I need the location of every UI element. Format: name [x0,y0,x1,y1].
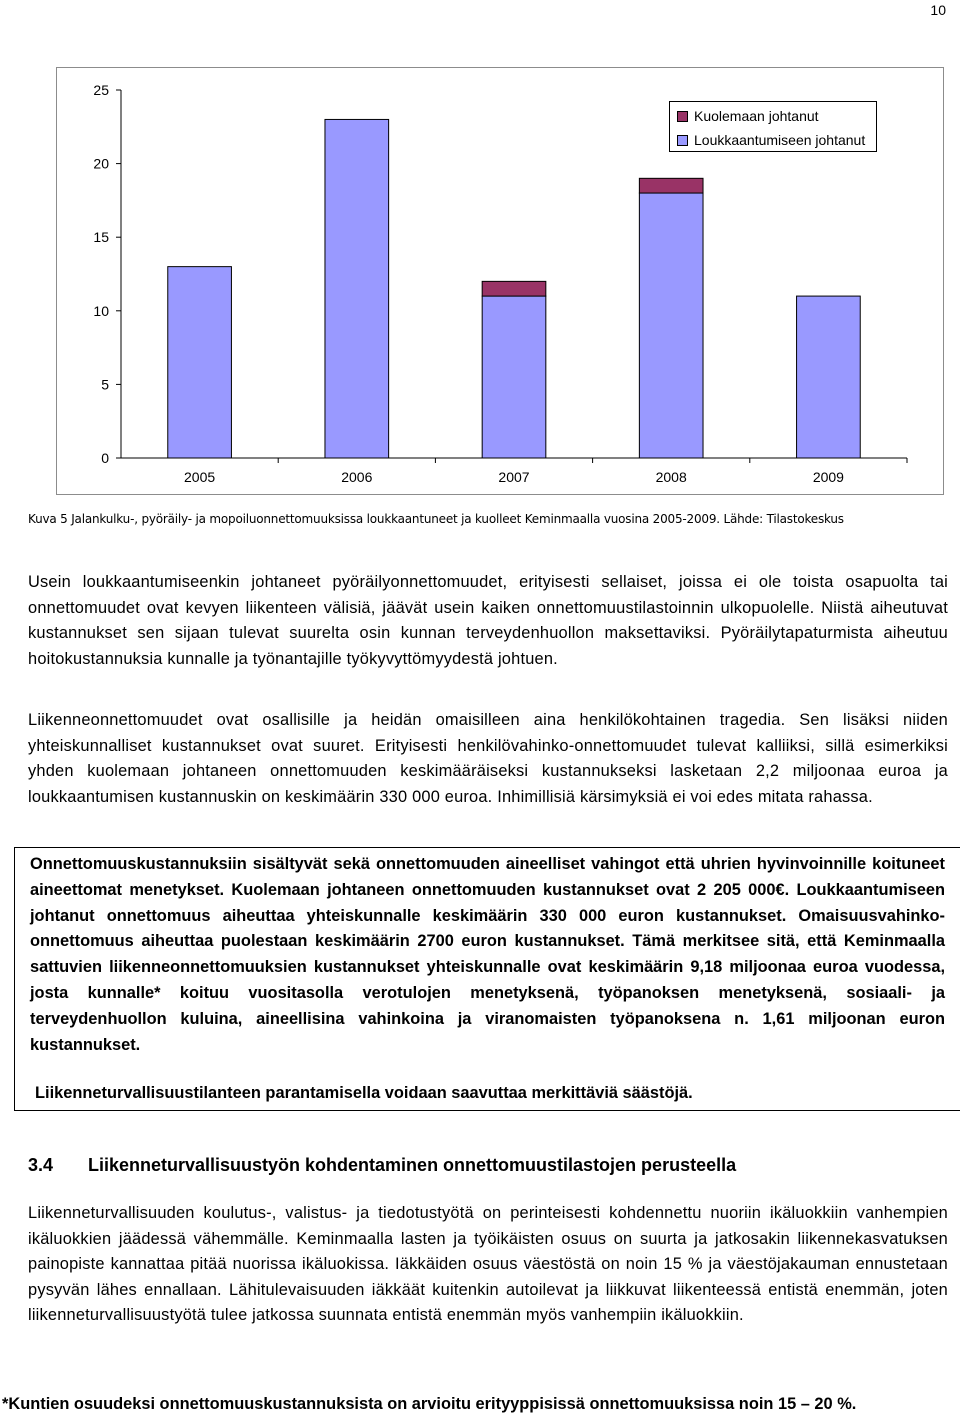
page-number: 10 [930,2,946,18]
legend-swatch-kuolemaan [677,111,688,122]
legend-item-kuolemaan [677,106,819,126]
section-title: Liikenneturvallisuustyön kohdentaminen onnettomuustilastojen perusteella [88,1155,737,1175]
x-tick-label: 2007 [498,469,530,485]
legend-swatch-loukkaantumiseen [677,135,688,146]
y-tick-label: 0 [101,450,109,466]
section-number: 3.4 [28,1155,54,1175]
x-tick-label: 2006 [341,469,373,485]
bar-loukkaantumiseen-2009 [797,296,861,458]
bar-loukkaantumiseen-2008 [639,193,703,458]
cost-info-text: Onnettomuuskustannuksiin sisältyvät sekä onnettomuuden aineelliset vahingot että uhrien hyvinvoinnille koituneet aineettomat menetykset. Kuolemaan johtaneen onnettomuuden kustannukset ovat 2 205 000€. Loukkaantumiseen johtanut onnettomuus aiheuttaa yhteiskunnalle keskimäärin 330 000 euron kustannukset. Omaisuusvahinko-onnettomuus aiheuttaa puolestaan keskimäärin 2700 euron kustannukset. Tämä merkitsee sitä, että Keminmaalla sattuvien liikenneonnettomuuksien kustannukset yhteiskunnalle ovat keskimäärin 9,18 miljoonaa euroa vuodessa, josta kunnalle* koituu vuositasolla verotulojen menetyksenä, työpanoksen menetyksenä, sosiaali- ja terveydenhuollon kuluina, aineellisina vahinkoina ja viranomaisten työpanoksena n. 1,61 miljoonan euron kustannukset. [30,855,945,1054]
y-tick-label: 15 [93,229,109,246]
bar-kuolemaan-2007 [482,281,546,296]
chart-legend [669,101,877,152]
figure-caption: Kuva 5 Jalankulku-, pyöräily- ja mopoiluonnettomuuksissa loukkaantuneet ja kuolleet Keminmaalla vuosina 2005-2009. Lähde: Tilastokeskus [28,512,844,526]
paragraph-2: Liikenneonnettomuudet ovat osallisille ja heidän omaisilleen aina henkilökohtainen tragedia. Sen lisäksi niiden yhteiskunnalliset kustannukset ovat suuret. Erityisesti henkilövahinko-onnettomuudet tulevat kalliiksi, sillä esimerkiksi yhden kuolemaan johtaneen onnettomuuden keskimääräiseksi kustannukseksi lasketaan 2,2 miljoonaa euroa ja loukkaantumisen kustannuskin on keskimäärin 330 000 euroa. Inhimillisiä kärsimyksiä ei voi edes mitata rahassa. [28,711,948,806]
x-tick-label: 2009 [812,469,844,485]
legend-item-loukkaantumiseen [677,130,865,150]
cost-info-box [14,847,960,1111]
bar-loukkaantumiseen-2006 [325,119,389,458]
x-tick-label: 2005 [184,469,216,485]
cost-info-footer: Liikenneturvallisuustilanteen parantamisella voidaan saavuttaa merkittäviä säästöjä. [35,1084,693,1102]
y-tick-label: 20 [93,155,109,172]
paragraph-1: Usein loukkaantumiseenkin johtaneet pyöräilyonnettomuudet, erityisesti sellaiset, joissa ei ole toista osapuolta tai onnettomuudet ovat kevyen liikenteen välisiä, jäävät usein kaiken onnettomuustilastoinnin ulkopuolelle. Niistä aiheutuvat kustannukset sen sijaan tulevat suurelta osin kunnan terveydenhuollon maksettaviksi. Pyöräilytapaturmista aiheutuu hoitokustannuksia kunnalle ja työnantajille työkyvyttömyydestä johtuen. [28,573,948,668]
footnote: *Kuntien osuudeksi onnettomuuskustannuksista on arvioitu erityyppisissä onnettomuuksissa noin 15 – 20 %. [2,1395,857,1413]
bar-loukkaantumiseen-2005 [168,267,232,458]
section-heading [28,1155,736,1176]
section-paragraph: Liikenneturvallisuuden koulutus-, valistus- ja tiedotustyötä on perinteisesti kohdennettu nuoriin ikäluokkiin vanhempien ikäluokkien jäädessä vähemmälle. Keminmaalla lasten ja työikäisten osuus on suurta ja jatkosakin liikennekasvatuksen painopiste kannattaa pitää nuorissa ikäluokissa. Iäkkäiden osuus väestöstä on noin 15 % ja väestöjakauman ennustetaan pysyvän lähes ennallaan. Lähitulevaisuuden iäkkäät kuitenkin autoilevat ja liikkuvat liikenteessä entistä enemmän, joten liikenneturvallisuustyötä tulee jatkossa suunnata entistä enemmän myös vanhempiin ikäluokkiin. [28,1204,948,1324]
legend-label-loukkaantumiseen: Loukkaantumiseen johtanut [694,132,866,148]
legend-label-kuolemaan: Kuolemaan johtanut [694,108,819,124]
y-tick-label: 10 [93,302,109,319]
x-tick-label: 2008 [655,469,687,485]
y-tick-label: 5 [101,376,109,393]
y-tick-label: 25 [93,82,109,98]
bar-loukkaantumiseen-2007 [482,296,546,458]
bar-kuolemaan-2008 [639,178,703,193]
